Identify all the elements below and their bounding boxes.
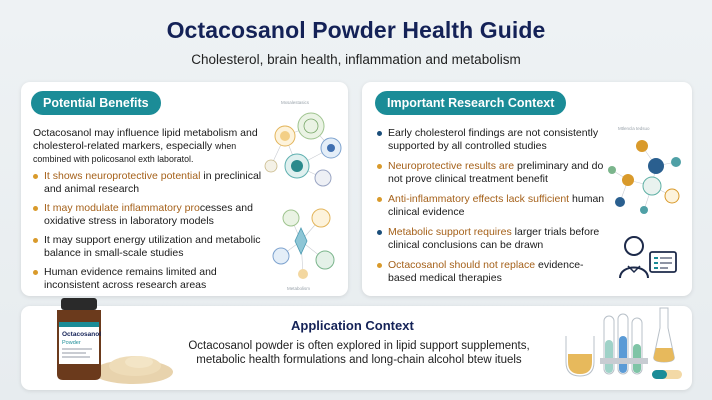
bullet-dot-icon <box>33 206 38 211</box>
list-item-highlight: It shows neuroprotective potential <box>44 170 201 182</box>
context-heading: Important Research Context <box>375 91 566 115</box>
list-item-text: preliminary and do not prove clinical treatment benefit <box>388 160 604 185</box>
bullet-dot-icon <box>33 174 38 179</box>
benefits-intro-small: when combined with policosanol exth laboratol. <box>33 141 237 164</box>
lab-glassware-icon <box>556 296 692 390</box>
list-item <box>377 160 607 185</box>
list-item-text: evidence-based medical therapies <box>388 259 584 284</box>
list-item <box>377 226 607 251</box>
application-text: Octacosanol powder is often explored in lipid support supplements, metabolic health formulations and long-chain alcohol btew ituels <box>188 340 530 366</box>
bullet-dot-icon <box>377 197 382 202</box>
list-item-text: Human evidence remains limited and inconsistent across research areas <box>44 266 217 291</box>
list-item-text: in preclinical and animal research <box>44 170 262 195</box>
context-diagram-label: Mtlencla tedsuo <box>618 126 650 131</box>
list-item-text: It may support energy utilization and metabolic balance in small-scale studies <box>44 234 261 259</box>
diagram-label-top: Mxsalestasics <box>281 100 310 105</box>
benefits-heading: Potential Benefits <box>31 91 161 115</box>
list-item <box>377 193 607 218</box>
list-item <box>33 202 273 227</box>
page-title: Octacosanol Powder Health Guide <box>166 17 546 43</box>
context-card <box>362 82 692 296</box>
bullet-dot-icon <box>377 164 382 169</box>
bullet-dot-icon <box>33 238 38 243</box>
bullet-dot-icon <box>33 270 38 275</box>
bottle-label-type: Powder <box>62 340 81 346</box>
bullet-dot-icon <box>377 230 382 235</box>
diagram-label-bottom: Metabolism <box>287 286 311 291</box>
doctor-report-icon <box>616 232 680 282</box>
list-item-highlight: Neuroprotective results are <box>388 160 515 172</box>
list-item-highlight: Anti-inflammatory effects lack sufficient <box>388 193 570 205</box>
benefits-intro <box>33 127 265 166</box>
list-item <box>33 234 273 259</box>
benefits-card <box>21 82 348 296</box>
bullet-dot-icon <box>377 263 382 268</box>
list-item <box>377 127 607 152</box>
benefits-intro-main: Octacosanol may influence lipid metabolism and cholesterol-related markers, especially <box>33 127 258 152</box>
list-item <box>33 170 273 195</box>
application-heading: Application Context <box>291 318 414 333</box>
application-card <box>21 306 692 390</box>
list-item-text: Early cholesterol findings are not consistently supported by all controlled studies <box>388 127 599 152</box>
research-network-icon <box>598 122 688 230</box>
molecule-network-icon <box>261 96 347 292</box>
bullet-dot-icon <box>377 131 382 136</box>
list-item-text: larger trials before clinical conclusions can be drawn <box>388 226 600 251</box>
list-item-text: cesses and oxidative stress in laboratory models <box>44 202 253 227</box>
list-item <box>33 266 273 291</box>
context-list <box>377 127 607 292</box>
list-item-highlight: Metabolic support requires <box>388 226 512 238</box>
bottle-label-name: Octacosanol <box>62 331 102 338</box>
list-item-text: human clinical evidence <box>388 193 605 218</box>
page-subtitle: Cholesterol, brain health, inflammation and metabolism <box>191 52 521 67</box>
list-item-highlight: It may modulate inflammatory pro <box>44 202 200 214</box>
benefits-list <box>33 170 273 298</box>
list-item <box>377 259 607 284</box>
list-item-highlight: Octacosanol should not replace <box>388 259 536 271</box>
supplement-bottle-icon <box>43 292 173 390</box>
